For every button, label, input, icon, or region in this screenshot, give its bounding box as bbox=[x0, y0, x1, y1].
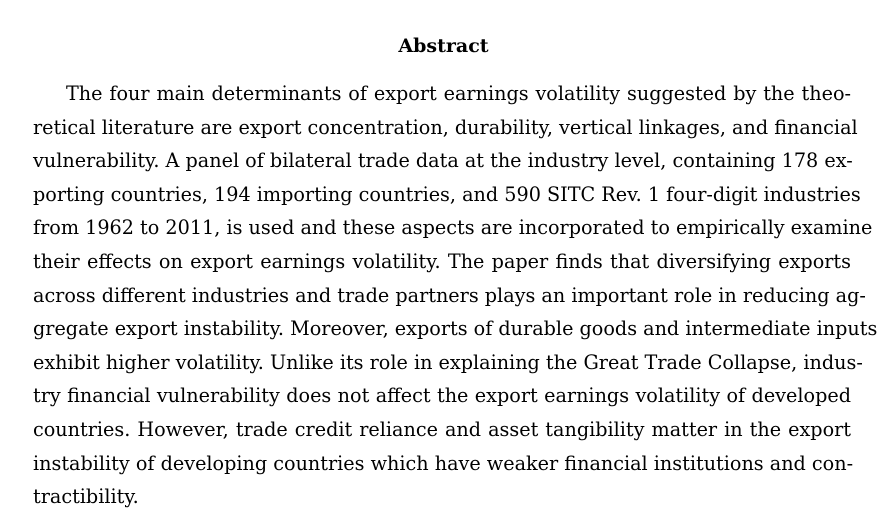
abstract-line: porting countries, 194 importing countries, and 590 SITC Rev. 1 four-digit industries bbox=[33, 182, 861, 206]
abstract-line: from 1962 to 2011, is used and these aspects are incorporated to empirically examine bbox=[33, 216, 873, 240]
abstract-line: vulnerability. A panel of bilateral trade data at the industry level, containing 178 ex- bbox=[33, 149, 853, 173]
abstract-line: exhibit higher volatility. Unlike its role in explaining the Great Trade Collapse, indus- bbox=[33, 350, 863, 374]
abstract-line: across different industries and trade partners plays an important role in reducing ag- bbox=[33, 283, 866, 307]
abstract-line: their effects on export earnings volatility. The paper finds that diversifying exports bbox=[33, 249, 851, 273]
abstract-line: gregate export instability. Moreover, exports of durable goods and intermediate inputs bbox=[33, 317, 878, 341]
abstract-heading: Abstract bbox=[398, 35, 489, 57]
abstract-line: countries. However, trade credit reliance and asset tangibility matter in the export bbox=[33, 417, 851, 441]
abstract-body bbox=[33, 77, 878, 514]
abstract-line: The four main determinants of export earnings volatility suggested by the theo- bbox=[66, 82, 851, 105]
abstract-line: instability of developing countries which have weaker financial institutions and con- bbox=[33, 451, 854, 475]
abstract-line: retical literature are export concentration, durability, vertical linkages, and financial bbox=[33, 115, 858, 139]
abstract-line: try financial vulnerability does not affect the export earnings volatility of developed bbox=[33, 384, 851, 408]
abstract-line: tractibility. bbox=[33, 485, 139, 509]
